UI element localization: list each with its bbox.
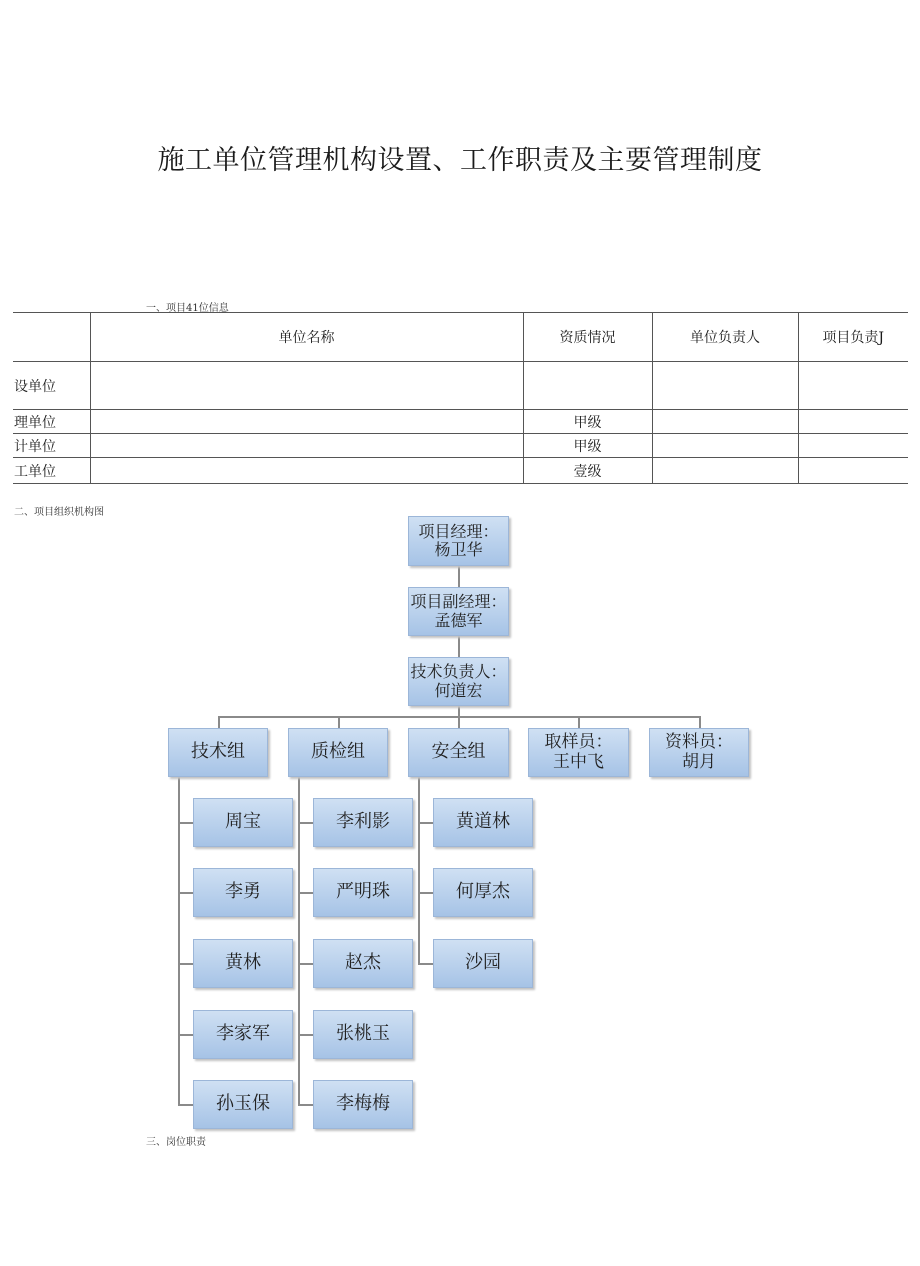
connector-line [298, 963, 314, 965]
member-box [313, 1010, 413, 1059]
qualification-cell: 甲级 [523, 434, 652, 458]
connector-line [418, 892, 434, 894]
member-name: 黄道林 [456, 811, 510, 833]
connector-line [298, 1034, 314, 1036]
member-name: 赵杰 [345, 952, 381, 974]
group-name: 安全组 [431, 741, 486, 763]
group-name: 质检组 [311, 741, 365, 763]
connector-line [458, 636, 460, 657]
header-cell: 项目负责J [798, 313, 908, 362]
role-person: 胡月 [682, 751, 716, 772]
connector-line [178, 822, 194, 824]
connector-line [418, 822, 434, 824]
node-person: 孟德军 [434, 610, 483, 630]
header-cell: 单位负责人 [652, 313, 798, 362]
section-heading-project-info: 一、项目41位信息 [146, 303, 229, 314]
header-cell: 资质情况 [523, 313, 652, 362]
technical-lead-box [408, 657, 509, 706]
member-box [313, 868, 413, 917]
member-box [193, 939, 293, 988]
connector-line [178, 892, 194, 894]
node-title: 技术负责人： [410, 662, 507, 682]
connector-line [338, 716, 340, 728]
connector-line [458, 566, 460, 587]
sampler-box [528, 728, 629, 777]
member-box [193, 1010, 293, 1059]
member-box [193, 798, 293, 847]
member-name: 李梅梅 [336, 1093, 390, 1115]
group-name: 技术组 [191, 741, 245, 763]
section-heading-org-chart: 二、项目组织机构图 [14, 507, 104, 518]
member-box [313, 939, 413, 988]
member-name: 严明珠 [336, 881, 390, 903]
member-box [313, 1080, 413, 1129]
member-box [433, 868, 533, 917]
member-name: 周宝 [225, 811, 261, 833]
member-box [193, 1080, 293, 1129]
role-title: 资料员： [665, 731, 733, 752]
member-box [433, 798, 533, 847]
row-label: 设单位 [13, 362, 90, 410]
connector-line [178, 963, 194, 965]
row-label: 计单位 [13, 434, 90, 458]
safety-group-box [408, 728, 509, 777]
member-name: 李勇 [225, 881, 261, 903]
member-box [313, 798, 413, 847]
header-cell: 单位名称 [90, 313, 523, 362]
qualification-cell: 壹级 [523, 458, 652, 484]
qualification-cell: 甲级 [523, 410, 652, 434]
document-title: 施工单位管理机构设置、工作职责及主要管理制度 [157, 145, 763, 176]
connector-line [298, 777, 300, 1106]
connector-line [178, 1034, 194, 1036]
connector-line [578, 716, 580, 728]
connector-line [458, 716, 460, 728]
connector-line [298, 1104, 314, 1106]
document-clerk-box [649, 728, 749, 777]
role-title: 取样员： [544, 731, 613, 752]
node-title: 项目副经理： [410, 592, 507, 612]
node-person: 何道宏 [434, 680, 483, 700]
connector-line [298, 822, 314, 824]
technical-group-box [168, 728, 268, 777]
row-label: 工单位 [13, 458, 90, 484]
quality-group-box [288, 728, 388, 777]
member-name: 李家军 [216, 1023, 270, 1045]
connector-line [418, 777, 420, 965]
deputy-manager-box [408, 587, 509, 636]
member-box [193, 868, 293, 917]
connector-line [699, 716, 701, 728]
member-name: 沙园 [465, 952, 501, 974]
member-box [433, 939, 533, 988]
connector-line [298, 892, 314, 894]
member-name: 黄林 [225, 952, 261, 974]
role-person: 王中飞 [553, 751, 604, 772]
node-title: 项目经理： [418, 521, 499, 541]
connector-line [418, 963, 434, 965]
member-name: 孙玉保 [216, 1093, 270, 1115]
connector-line [178, 1104, 194, 1106]
connector-line [218, 716, 220, 728]
member-name: 李利影 [336, 811, 390, 833]
section-heading-job-duties: 三、岗位职责 [146, 1137, 206, 1148]
connector-line [178, 777, 180, 1106]
row-label: 理单位 [13, 410, 90, 434]
member-name: 张桃玉 [336, 1023, 390, 1045]
node-person: 杨卫华 [434, 540, 483, 559]
project-manager-box [408, 516, 509, 566]
member-name: 何厚杰 [456, 881, 510, 903]
